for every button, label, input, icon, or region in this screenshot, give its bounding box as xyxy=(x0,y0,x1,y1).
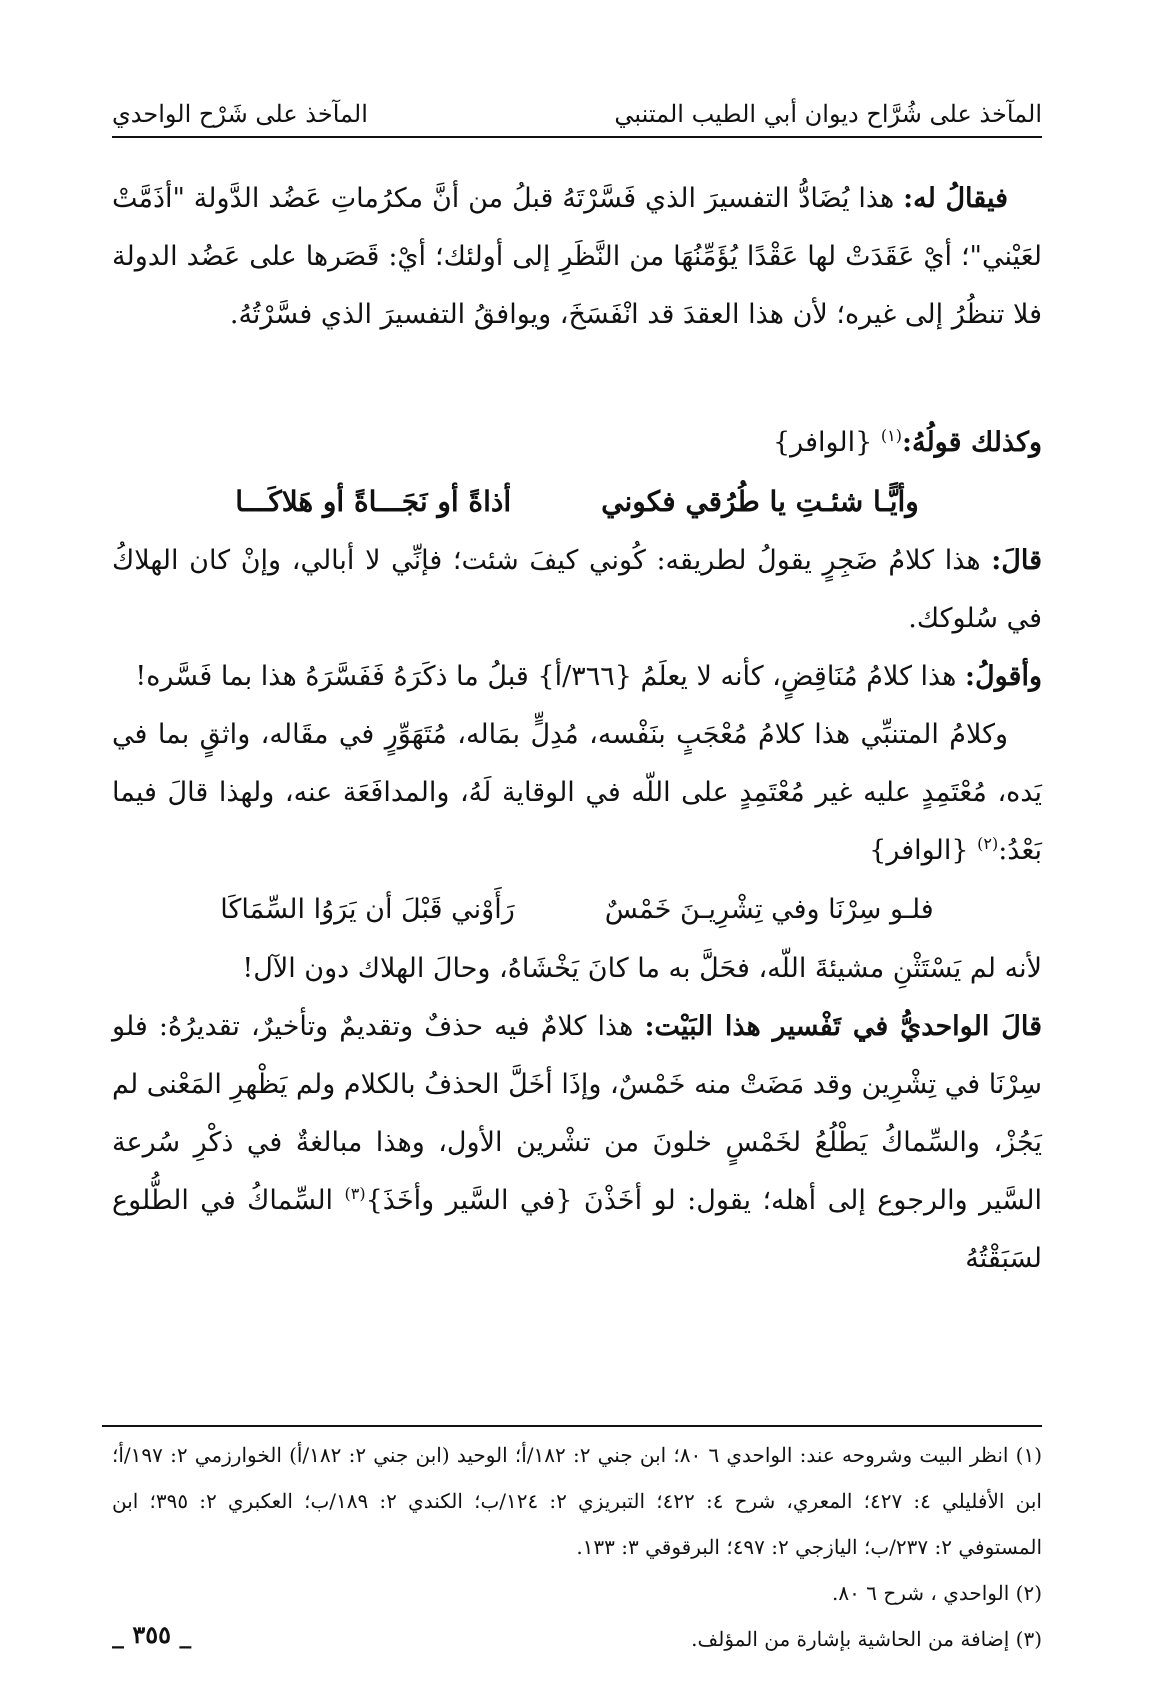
verse-2-second-hemistich: رَأَوْني قَبْلَ أن يَرَوُا السِّمَاكَا xyxy=(220,894,515,925)
paragraph-4-text: هذا كلامُ مُنَاقِضٍ، كأنه لا يعلَمُ {٣٦٦/أ} قبلُ ما ذكَرَهُ فَفَسَّرَهُ هذا بما فَسَّره! xyxy=(135,661,966,692)
meter-label-2: {الوافر} xyxy=(869,835,978,866)
footnote-ref-3: (٣) xyxy=(344,1184,366,1203)
verse-1 xyxy=(112,472,1042,532)
page-number: _ ٣٥٥ _ xyxy=(112,1620,192,1649)
footnote-ref-2: (٢) xyxy=(977,834,999,853)
paragraph-3-lead: قالَ: xyxy=(991,545,1042,576)
paragraph-2-lead: وكذلك قولُهُ: xyxy=(902,427,1042,458)
footnote-1: (١) انظر البيت وشروحه عند: الواحدي ٦ ٨٠؛ ابن جني ٢: ١٨٢/أ؛ الوحيد (ابن جني ٢: ١٨٢/أ) الخوارزمي ٢: ١٩٧/أ؛ ابن الأفليلي ٤: ٤٢٧؛ المعري، شرح ٤: ٤٢٢؛ التبريزي ٢: ١٢٤/ب؛ الكندي ٢: ١٨٩/ب؛ العكبري ٢: ٣٩٥؛ ابن المستوفي ٢: ٢٣٧/ب؛ اليازجي ٢: ٤٩٧؛ البرقوقي ٣: ١٣٣. xyxy=(112,1443,1042,1559)
paragraph-7 xyxy=(112,998,1042,1288)
paragraph-1 xyxy=(112,170,1042,344)
footnotes xyxy=(112,1432,1042,1662)
paragraph-7-lead: قالَ الواحديُّ في تَفْسير هذا البَيْت: xyxy=(644,1011,1042,1042)
paragraph-3-text: هذا كلامُ ضَجِرٍ يقولُ لطريقه: كُوني كيفَ شئت؛ فإنِّي لا أبالي، وإنْ كان الهلاكُ في سُلوكك. xyxy=(112,545,1042,634)
verse-2-first-hemistich: فلـو سِرْنَا وفي تِشْرِيـنَ خَمْسٌ xyxy=(604,894,934,925)
verse-2 xyxy=(112,880,1042,940)
paragraph-4 xyxy=(112,648,1042,706)
paragraph-3 xyxy=(112,532,1042,648)
paragraph-gap xyxy=(112,344,1042,414)
header-section-title: المآخذ على شَرْح الواحدي xyxy=(112,100,368,128)
paragraph-7-text-a: هذا كلامٌ فيه حذفٌ وتقديمٌ وتأخيرٌ، تقديرُهُ: فلو سِرْنَا في تِشْرِين وقد مَضَتْ منه خَمْسٌ، وإذَا أخَلَّ الحذفُ بالكلام ولم يَظْهرِ المَعْنى لم يَجُزْ، والسِّماكُ يَطْلُعُ لخَمْسٍ خلونَ من تشْرين الأول، وهذا مبالغةٌ في ذكْرِ سُرعة السَّير والرجوع إلى أهله؛ يقول: لو أخَذْنَ {في السَّير وأخَذَ} xyxy=(112,1011,1042,1216)
paragraph-1-lead: فيقالُ له: xyxy=(903,183,1008,214)
main-text xyxy=(112,170,1042,1288)
paragraph-4-lead: وأقولُ: xyxy=(965,661,1042,692)
paragraph-2 xyxy=(112,414,1042,472)
header-book-title: المآخذ على شُرَّاح ديوان أبي الطيب المتنبي xyxy=(614,100,1042,128)
verse-1-second-hemistich: أذاةً أو نَجَـــاةً أو هَلاكَـــا xyxy=(235,485,512,518)
paragraph-5-text: وكلامُ المتنبِّي هذا كلامُ مُعْجَبٍ بنَفْسه، مُدِلٍّ بمَاله، مُتَهَوِّرٍ في مقَاله، واثقٍ بما في يَده، مُعْتَمِدٍ عليه غير مُعْتَمِدٍ على اللّه في الوقاية لَهُ، والمدافَعَة عنه، ولهذا قالَ فيما بَعْدُ: xyxy=(112,719,1042,866)
footnote-3: (٣) إضافة من الحاشية بإشارة من المؤلف. xyxy=(691,1627,1042,1651)
footnote-ref-1: (١) xyxy=(880,426,903,445)
paragraph-6-text: لأنه لم يَسْتَثْنِ مشيئةَ اللّه، فحَلَّ به ما كانَ يَخْشَاهُ، وحالَ الهلاك دون الآل! xyxy=(242,953,1042,984)
paragraph-5 xyxy=(112,706,1042,880)
meter-label-1: {الوافر} xyxy=(773,427,881,458)
running-header xyxy=(112,88,1042,128)
paragraph-6 xyxy=(112,940,1042,998)
paragraph-7-text-b: السِّماكُ في الطُّلوع لسَبَقْتُهُ xyxy=(112,1185,1042,1274)
footnote-divider xyxy=(102,1425,1042,1427)
footnote-2: (٢) الواحدي ، شرح ٦ ٨٠. xyxy=(832,1581,1042,1605)
paragraph-1-text: هذا يُضَادُّ التفسيرَ الذي فَسَّرْتَهُ قبلُ من أنَّ مكرُماتِ عَضُد الدَّولة "أذَمَّتْ لعَيْني"؛ أيْ عَقَدَتْ لها عَقْدًا يُؤَمِّنُهَا من النَّظَرِ إلى أولئك؛ أيْ: قَصَرها على عَضُد الدولة فلا تنظُرُ إلى غيره؛ لأن هذا العقدَ قد انْفَسَخَ، ويوافقُ التفسيرَ الذي فسَّرْتُهُ. xyxy=(112,183,1042,330)
verse-1-first-hemistich: وأيًّـا شئـتِ يا طُرُقي فكوني xyxy=(601,485,919,518)
header-divider xyxy=(112,136,1042,138)
